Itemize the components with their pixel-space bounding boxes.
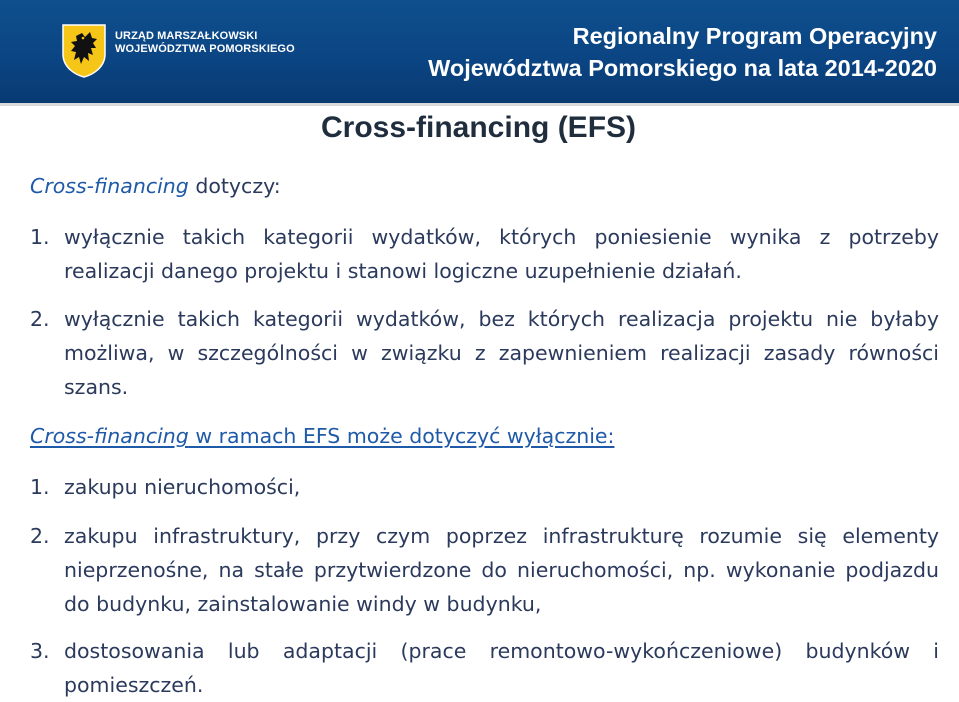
list-item [30,302,939,404]
intro-term: Cross-financing [30,174,189,198]
list-item-text: zakupu infrastruktury, przy czym poprzez infrastrukturę rozumie się elementy nieprzenośne, na stałe przytwierdzone do nieruchomości, np. wykonanie podjazdu do budynku, zainstalowanie windy w budynku, [64,524,939,616]
intro-rest: dotyczy: [188,174,281,198]
program-title-line1: Regionalny Program Operacyjny [572,23,937,49]
list-item-text: wyłącznie takich kategorii wydatków, bez których realizacja projektu nie byłaby możliwa, w szczególności w związku z zapewnieniem realizacji zasady równości szans. [64,307,939,399]
section-heading [30,424,614,448]
list-item [30,470,939,504]
office-name-line1: URZĄD MARSZAŁKOWSKI [115,30,258,42]
section-heading-rest: w ramach EFS może dotyczyć wyłącznie: [188,424,615,448]
program-title-line2: Województwa Pomorskiego na lata 2014-2020 [428,55,937,81]
list-item [30,634,939,702]
header-divider [0,103,959,106]
office-name-line2: WOJEWÓDZTWA POMORSKIEGO [115,43,295,55]
list-item-number: 1. [30,225,50,249]
header-bar [0,0,959,103]
list-item-number: 3. [30,639,50,663]
list-item-number: 1. [30,475,50,499]
section-heading-term: Cross-financing [30,424,189,448]
list-item-number: 2. [30,524,50,548]
intro-line [30,174,281,198]
griffin-crest-icon [62,24,106,78]
program-title [428,20,937,84]
list-item [30,220,939,288]
list-item-text: wyłącznie takich kategorii wydatków, których poniesienie wynika z potrzeby realizacji danego projektu i stanowi logiczne uzupełnienie działań. [64,225,939,283]
list-item [30,519,939,621]
office-name [115,30,295,56]
list-item-text: dostosowania lub adaptacji (prace remontowo-wykończeniowe) budynków i pomieszczeń. [64,639,939,697]
list-item-number: 2. [30,307,50,331]
page-title: Cross-financing (EFS) [321,111,637,144]
list-item-text: zakupu nieruchomości, [64,475,301,499]
